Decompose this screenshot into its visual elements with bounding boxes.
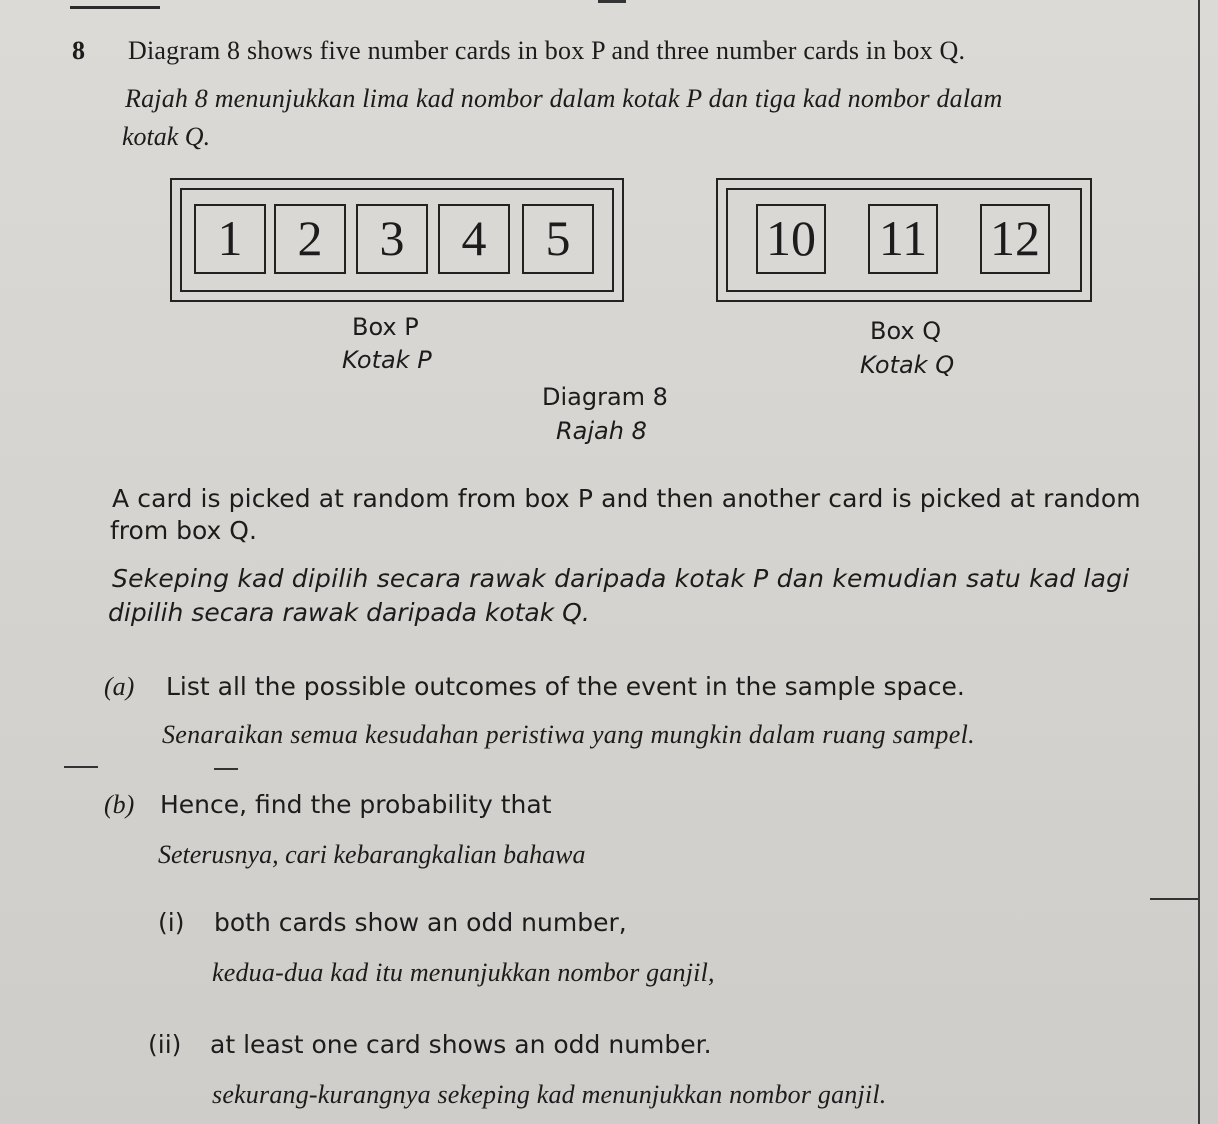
part-b-i-malay: kedua-dua kad itu menunjukkan nombor ganjil, [212,958,715,987]
stem-english-line-1: A card is picked at random from box P and then another card is picked at random [112,484,1141,513]
part-b-i-label: (i) [158,908,185,937]
cropped-page-number-mark [598,0,626,3]
part-b-english: Hence, find the probability that [160,790,552,819]
card-p-4: 4 [438,204,510,274]
question-intro-english: Diagram 8 shows five number cards in box P and three number cards in box Q. [128,36,966,65]
answer-margin-mark [1150,898,1198,900]
part-b-malay: Seterusnya, cari kebarangkalian bahawa [158,840,586,869]
stem-malay-line-2: dipilih secara rawak daripada kotak Q. [108,598,590,627]
diagram-caption-malay: Rajah 8 [556,417,647,445]
card-p-1: 1 [194,204,266,274]
box-p [170,178,624,302]
diagram-caption-english: Diagram 8 [542,383,668,411]
cropped-header-mark [70,0,160,9]
card-p-3: 3 [356,204,428,274]
part-b-ii-malay: sekurang-kurangnya sekeping kad menunjukkan nombor ganjil. [212,1080,887,1109]
part-b-label: (b) [104,790,135,819]
stem-english-line-2: from box Q. [110,516,257,545]
part-a-label: (a) [104,672,135,701]
box-q-label-malay: Kotak Q [860,351,955,379]
right-margin-rule [1198,0,1200,1124]
card-q-10: 10 [756,204,826,274]
box-q [716,178,1092,302]
box-q-label-english: Box Q [870,317,942,345]
card-p-2: 2 [274,204,346,274]
answer-space-mark-2 [214,768,238,770]
card-q-11: 11 [868,204,938,274]
box-p-label-malay: Kotak P [342,346,432,374]
part-a-malay: Senaraikan semua kesudahan peristiwa yang mungkin dalam ruang sampel. [162,720,975,749]
question-number: 8 [72,36,85,65]
part-a-english: List all the possible outcomes of the event in the sample space. [166,672,965,701]
question-intro-malay-line-1: Rajah 8 menunjukkan lima kad nombor dalam kotak P dan tiga kad nombor dalam [125,84,1003,113]
stem-malay-line-1: Sekeping kad dipilih secara rawak daripada kotak P dan kemudian satu kad lagi [112,564,1130,593]
answer-space-mark [64,766,98,768]
box-p-label-english: Box P [352,313,419,341]
card-p-5: 5 [522,204,594,274]
card-q-12: 12 [980,204,1050,274]
part-b-ii-english: at least one card shows an odd number. [210,1030,712,1059]
part-b-ii-label: (ii) [148,1030,182,1059]
question-intro-malay-line-2: kotak Q. [122,122,211,151]
part-b-i-english: both cards show an odd number, [214,908,627,937]
